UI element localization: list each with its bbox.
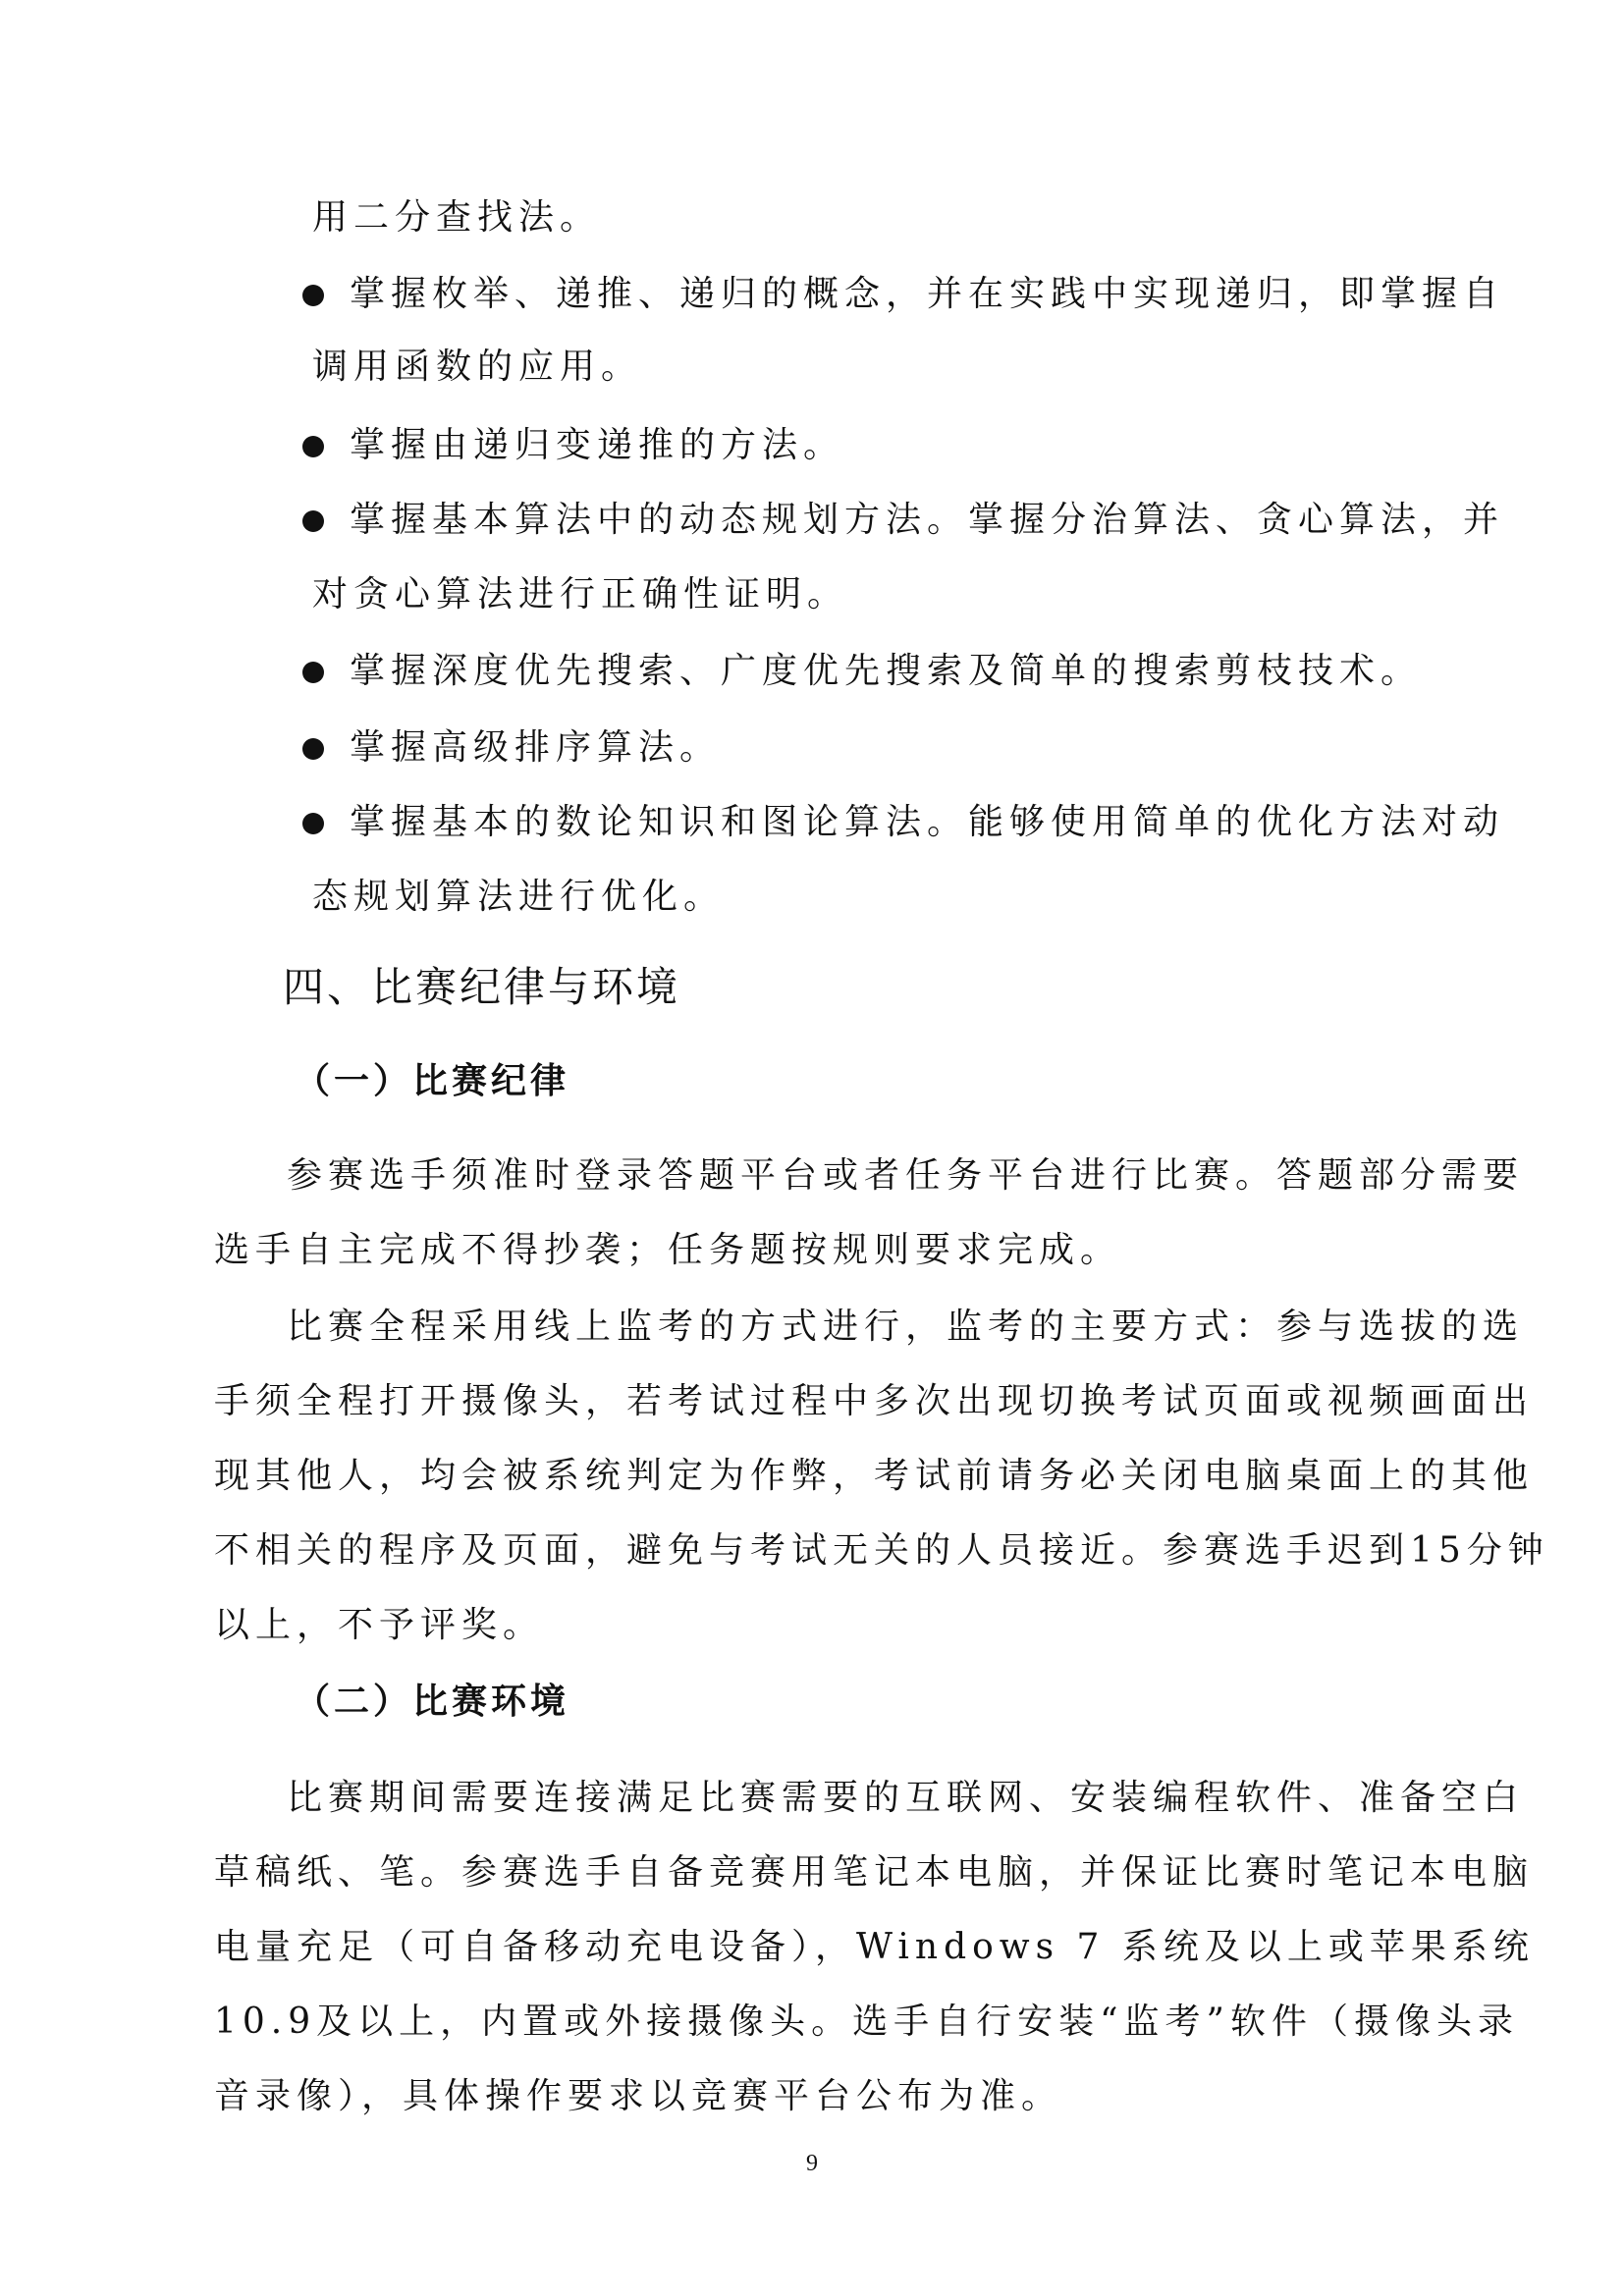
- paragraph-line: 手须全程打开摄像头，若考试过程中多次出现切换考试页面或视频画面出: [214, 1381, 1535, 1421]
- paragraph-line: 10.9及以上，内置或外接摄像头。选手自行安装“监考”软件（摄像头录: [214, 2002, 1519, 2042]
- subsection-heading-environment: （二）比赛环境: [295, 1682, 570, 1722]
- paragraph-line: 现其他人，均会被系统判定为作弊，考试前请务必关闭电脑桌面上的其他: [214, 1456, 1535, 1496]
- bullet-3-line-1: 掌握基本算法中的动态规划方法。掌握分治算法、贪心算法，并: [350, 500, 1505, 540]
- bullet-4-line-1: 掌握深度优先搜索、广度优先搜索及简单的搜索剪枝技术。: [350, 651, 1423, 691]
- continuation-line: 用二分查找法。: [312, 197, 602, 238]
- bullet-6-line-1: 掌握基本的数论知识和图论算法。能够使用简单的优化方法对动: [350, 802, 1505, 842]
- paragraph-line: 选手自主完成不得抄袭；任务题按规则要求完成。: [214, 1230, 1122, 1270]
- paragraph-line: 电量充足（可自备移动充电设备），Windows 7 系统及以上或苹果系统: [214, 1927, 1535, 1967]
- bullet-1-line-2: 调用函数的应用。: [312, 347, 643, 387]
- paragraph-line: 比赛全程采用线上监考的方式进行，监考的主要方式：参与选拔的选: [287, 1307, 1525, 1347]
- bullet-dot-icon: [302, 662, 324, 683]
- page-number: 9: [806, 2151, 818, 2176]
- bullet-dot-icon: [302, 510, 324, 532]
- bullet-1-line-1: 掌握枚举、递推、递归的概念，并在实践中实现递归，即掌握自: [350, 274, 1505, 314]
- bullet-2-line-1: 掌握由递归变递推的方法。: [350, 425, 845, 465]
- paragraph-line: 不相关的程序及页面，避免与考试无关的人员接近。参赛选手迟到15分钟: [214, 1530, 1549, 1571]
- subsection-heading-discipline: （一）比赛纪律: [295, 1061, 570, 1101]
- bullet-dot-icon: [302, 436, 324, 457]
- paragraph-line: 草稿纸、笔。参赛选手自备竞赛用笔记本电脑，并保证比赛时笔记本电脑: [214, 1852, 1535, 1893]
- bullet-dot-icon: [302, 813, 324, 834]
- section-heading: 四、比赛纪律与环境: [283, 963, 681, 1011]
- bullet-6-line-2: 态规划算法进行优化。: [312, 877, 726, 917]
- paragraph-line: 音录像），具体操作要求以竞赛平台公布为准。: [214, 2076, 1063, 2116]
- paragraph-line: 比赛期间需要连接满足比赛需要的互联网、安装编程软件、准备空白: [287, 1778, 1525, 1818]
- paragraph-line: 以上，不予评奖。: [214, 1605, 545, 1645]
- bullet-dot-icon: [302, 285, 324, 306]
- paragraph-line: 参赛选手须准时登录答题平台或者任务平台进行比赛。答题部分需要: [287, 1155, 1525, 1196]
- bullet-3-line-2: 对贪心算法进行正确性证明。: [312, 574, 849, 614]
- bullet-dot-icon: [302, 738, 324, 760]
- bullet-5-line-1: 掌握高级排序算法。: [350, 727, 722, 768]
